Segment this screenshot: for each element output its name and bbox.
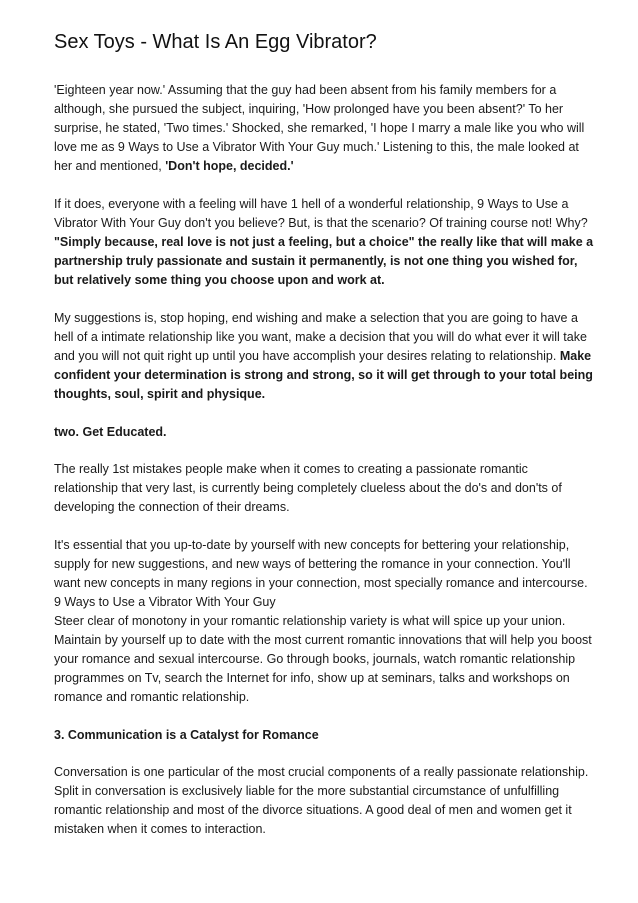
- paragraph-1-bold: 'Don't hope, decided.': [165, 159, 294, 173]
- paragraph-2: [54, 195, 594, 290]
- paragraph-3-bold: Make confident your determination is strong and strong, so it will get through to your total being thoughts, soul, spirit and physique.: [54, 349, 593, 401]
- paragraph-1-text: 'Eighteen year now.' Assuming that the guy had been absent from his family members for a although, she pursued the subject, inquiring, 'How prolonged have you been absent?' To her surprise, he stated, 'Two times.' Shocked, she remarked, 'I hope I marry a male like you who will love me as 9 Ways to Use a Vibrator With Your Guy much.' Listening to this, the male looked at her and mentioned,: [54, 83, 585, 173]
- paragraph-2-bold: "Simply because, real love is not just a feeling, but a choice" the really like that will make a partnership truly passionate and sustain it permanently, is not one thing you wished for, but relatively some thing you choose upon and work at.: [54, 235, 594, 287]
- page-title: Sex Toys - What Is An Egg Vibrator?: [54, 31, 377, 53]
- paragraph-5-link: 9 Ways to Use a Vibrator With Your Guy: [54, 595, 276, 609]
- paragraph-6: Steer clear of monotony in your romantic relationship variety is what will spice up your union. Maintain by yourself up to date with the most current romantic innovations that will help you boost your romance and sexual intercourse. Go through books, journals, watch romantic relationship programmes on Tv, search the Internet for info, show up at seminars, talks and workshops on romance and romantic relationship.: [54, 614, 592, 704]
- section-heading-3: 3. Communication is a Catalyst for Romance: [54, 728, 319, 742]
- paragraph-1: [54, 81, 594, 176]
- paragraph-5: It's essential that you up-to-date by yourself with new concepts for bettering your relationship, supply for new suggestions, and new ways of bettering the romance in your connection. You'll want new concepts in many regions in your connection, most specially romance and intercourse.: [54, 538, 588, 590]
- paragraph-7: Conversation is one particular of the most crucial components of a really passionate relationship. Split in conversation is exclusively liable for the more substantial circumstance of unfulfilling romantic relationship and most of the divorce situations. A good deal of men and women get it mistaken when it comes to interaction.: [54, 765, 589, 836]
- section-heading-2: two. Get Educated.: [54, 425, 167, 439]
- paragraph-2-text: If it does, everyone with a feeling will have 1 hell of a wonderful relationship, 9 Ways to Use a Vibrator With Your Guy don't you believe? But, is that the scenario? Of training course not! Why?: [54, 197, 588, 230]
- paragraph-3: [54, 309, 594, 404]
- paragraph-3-text: My suggestions is, stop hoping, end wishing and make a selection that you are going to have a hell of a intimate relationship like you want, make a decision that you will do what ever it will take and you will not quit right up until you have accomplish your desires relating to relationship.: [54, 311, 587, 363]
- paragraph-4: The really 1st mistakes people make when it comes to creating a passionate romantic relationship that very last, is currently being completely clueless about the do's and don'ts of developing the connection of their dreams.: [54, 462, 562, 514]
